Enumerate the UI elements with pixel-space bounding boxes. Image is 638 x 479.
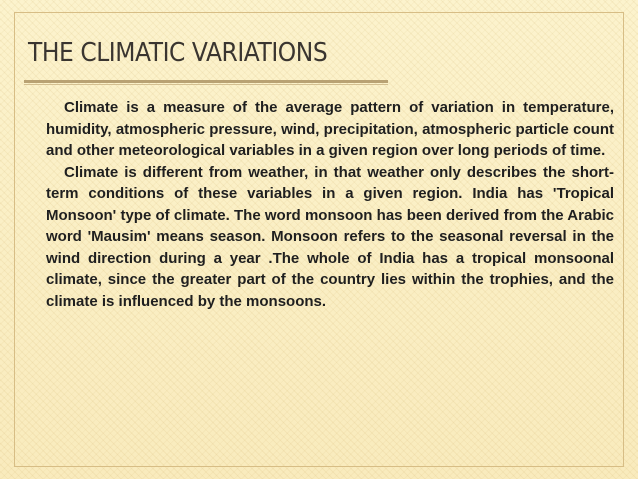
paragraph-climate-definition: Climate is a measure of the average pattern of variation in temperature, humidity, atmospheric pressure, wind, precipitation, atmospheric particle count and other meteorological variables in a given region over long periods of time.: [46, 99, 614, 159]
slide-title: THE CLIMATIC VARIATIONS: [28, 38, 328, 68]
slide-body: [46, 97, 614, 312]
title-underline-thin: [24, 84, 388, 85]
paragraph-climate-vs-weather: Climate is different from weather, in that weather only describes the short-term conditions of these variables in a given region. India has 'Tropical Monsoon' type of climate. The word monsoon has been derived from the Arabic word 'Mausim' means season. Monsoon refers to the seasonal reversal in the wind direction during a year .The whole of India has a tropical monsoonal climate, since the greater part of the country lies within the trophies, and the climate is influenced by the monsoons.: [46, 163, 614, 310]
title-underline: [24, 80, 388, 83]
